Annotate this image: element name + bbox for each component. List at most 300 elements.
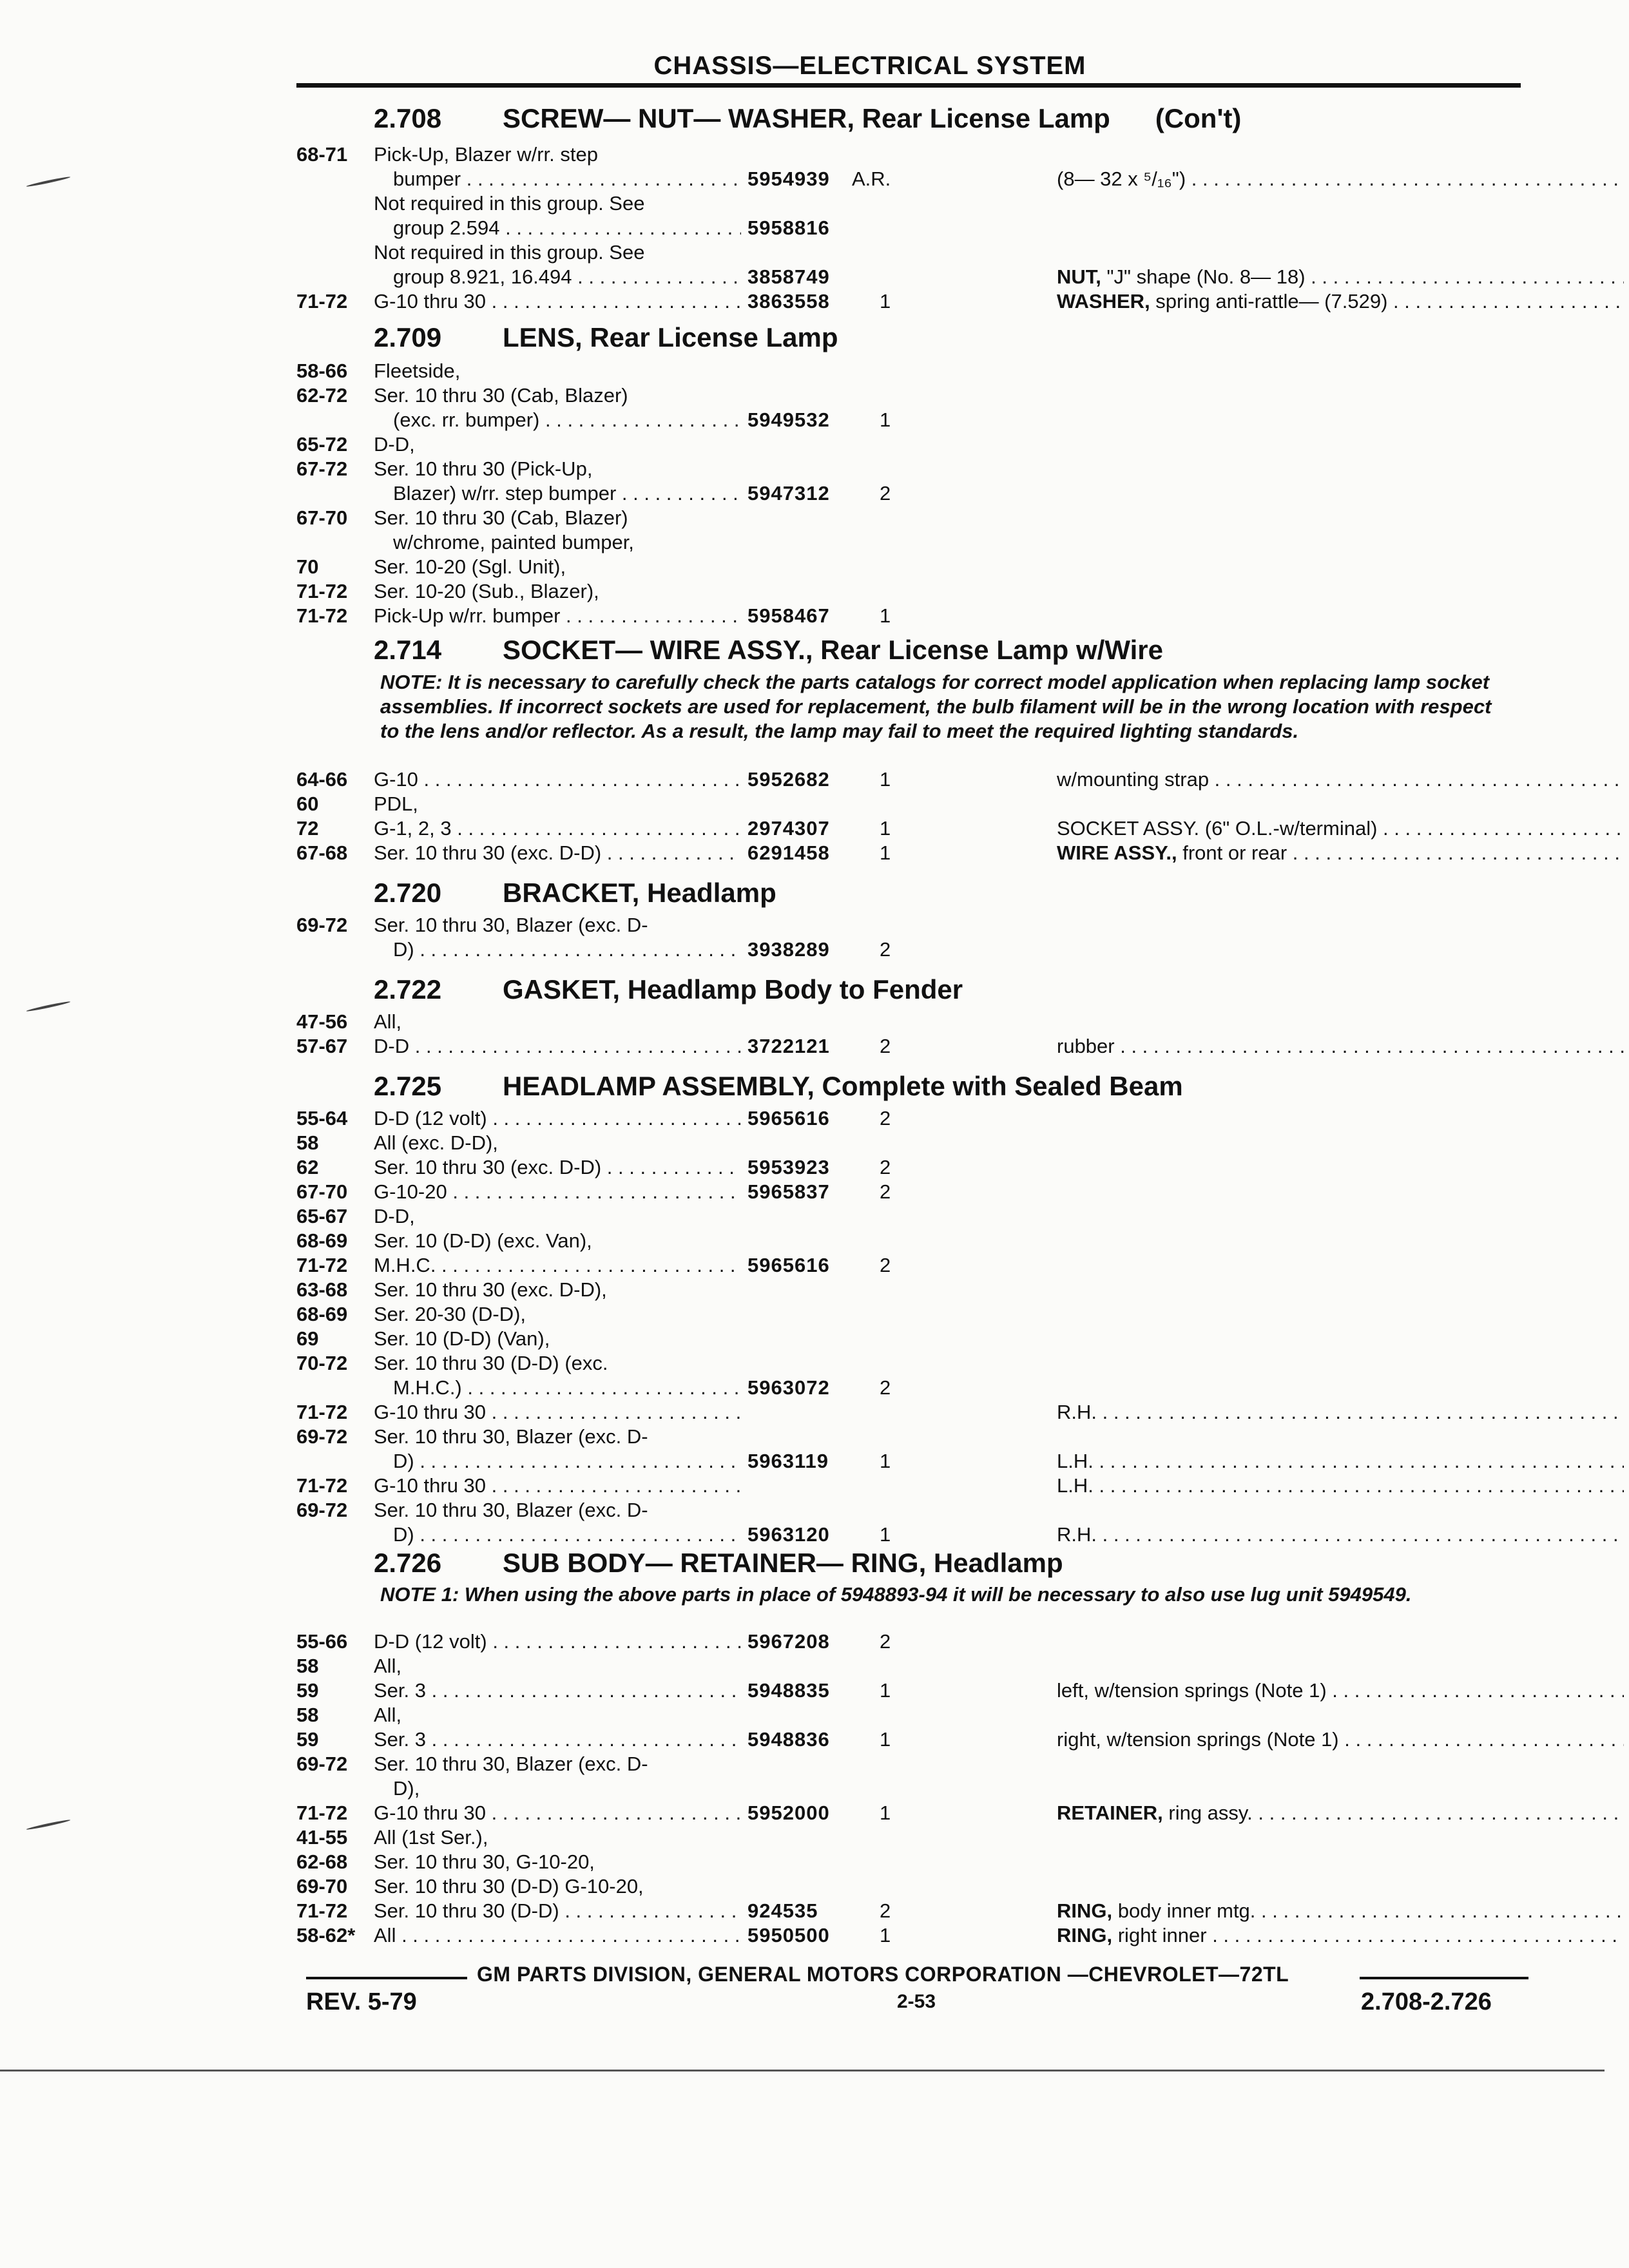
section-title: HEADLAMP ASSEMBLY, Complete with Sealed Beam [503,1071,1183,1101]
part-number: 5963120 [747,1523,830,1546]
footer-rule-right [1360,1977,1528,1979]
list-item [296,457,1629,482]
remark-text: spring anti-rattle— (7.529) [1150,290,1388,312]
part-number: 5958816 [747,216,830,239]
remark-text: front or rear [1177,841,1287,864]
quantity: 2 [880,1180,891,1203]
leader-mask [741,1753,1037,1777]
leader-mask [741,241,1037,265]
leader-mask [741,580,1037,604]
application-description: Ser. 10 thru 30, G-10-20, [374,1850,595,1873]
part-number: 5965616 [747,1254,830,1276]
list-item [296,1777,1629,1802]
punch-hole-mark [26,176,70,187]
application-description: Ser. 10 thru 30, Blazer (exc. D- [374,914,648,936]
application-description: Ser. 10 thru 30 (D-D) G-10-20, [374,1875,644,1898]
application-description: group 8.921, 16.494 . . . [393,265,1037,289]
list-item [296,1156,1629,1180]
section-title: SOCKET— WIRE ASSY., Rear License Lamp w/Wire [503,635,1163,665]
list-item [296,1679,1629,1704]
application-description: D), [393,1777,420,1800]
model-years: 59 [296,1679,319,1702]
model-years: 67-72 [296,457,348,480]
list-item [296,241,1629,265]
model-years: 69 [296,1327,319,1350]
application-description: D) . . . [393,1450,1037,1473]
leader-mask [741,1425,1037,1450]
application-description: All . . . [374,1924,1018,1947]
part-number: 3858749 [747,265,830,288]
section-heading-2709 [374,322,838,353]
section-number: 2.714 [374,635,442,665]
item-remarks [1057,265,1624,289]
list-item [296,1802,1629,1826]
item-remarks [1057,1523,1624,1546]
section-heading-2714 [374,635,1163,666]
quantity: 1 [880,1679,891,1702]
leader-mask [741,1655,1037,1679]
quantity: 1 [880,768,891,791]
list-item [296,482,1629,506]
section-number: 2.726 [374,1548,442,1578]
list-item [296,914,1629,938]
part-number: 5965616 [747,1107,830,1129]
leader-mask [741,531,1037,555]
part-number: 924535 [747,1899,818,1922]
model-years: 55-64 [296,1107,348,1129]
quantity: 1 [880,290,891,312]
list-item [296,168,1629,192]
revision-label: REV. 5-79 [306,1988,417,2015]
section-heading-2708 [374,103,1241,134]
application-description: Ser. 10 thru 30, Blazer (exc. D- [374,1499,648,1521]
quantity: 2 [880,1035,891,1057]
quantity: 2 [880,1376,891,1399]
list-item [296,1826,1629,1850]
leader-mask [741,1010,1037,1035]
leader-mask [741,1131,1037,1156]
remark-text: (8— 32 x ⁵/₁₆") [1057,168,1186,190]
list-item [296,938,1629,963]
remark-label: WASHER, [1057,290,1150,312]
section-heading-2726 [374,1548,1063,1579]
application-description: (exc. rr. bumper) . . . [393,408,1037,432]
leader-mask [741,360,1037,384]
remark-text: rubber [1057,1035,1115,1057]
application-description: All (exc. D-D), [374,1131,498,1154]
item-remarks [1057,1679,1624,1702]
application-description: Ser. 10-20 (Sub., Blazer), [374,580,599,602]
list-item [296,817,1629,841]
model-years: 60 [296,793,319,815]
section-heading-2725 [374,1071,1183,1102]
part-number: 5963072 [747,1376,830,1399]
application-description: G-1, 2, 3 . . . [374,817,1018,840]
list-item [296,1728,1629,1753]
item-remarks [1057,768,1624,791]
model-years: 68-69 [296,1303,348,1325]
list-item [296,143,1629,168]
list-item [296,1499,1629,1523]
model-years: 71-72 [296,1899,348,1922]
application-description: D-D (12 volt) . . . [374,1630,1018,1653]
list-item [296,1107,1629,1131]
part-number: 5954939 [747,168,830,190]
model-years: 71-72 [296,1254,348,1276]
leader-mask [741,1327,1037,1352]
section-range: 2.708-2.726 [1361,1988,1492,2015]
remark-label: WIRE ASSY., [1057,841,1177,864]
model-years: 59 [296,1728,319,1751]
leader-mask [741,1704,1037,1728]
section-title: SUB BODY— RETAINER— RING, Headlamp [503,1548,1063,1578]
application-description: Not required in this group. See [374,241,645,264]
item-remarks [1057,1474,1624,1497]
leader-mask [741,384,1037,408]
list-item [296,1352,1629,1376]
model-years: 62 [296,1156,319,1178]
item-remarks [1057,1401,1624,1424]
item-remarks [1057,1450,1624,1473]
list-item [296,1704,1629,1728]
list-item [296,1450,1629,1474]
application-description: G-10 thru 30 . . . [374,1401,1018,1424]
quantity: 1 [880,1523,891,1546]
list-item [296,216,1629,241]
application-description: Not required in this group. See [374,192,645,215]
item-remarks [1057,1802,1624,1825]
model-years: 57-67 [296,1035,348,1057]
list-item [296,290,1629,314]
punch-hole-mark [26,1819,70,1831]
part-number: 3863558 [747,290,830,312]
list-item [296,1205,1629,1229]
list-item [296,1875,1629,1899]
model-years: 62-68 [296,1850,348,1873]
footer-rule-left [306,1977,467,1979]
list-item [296,1474,1629,1499]
application-description: Blazer) w/rr. step bumper . . . [393,482,1037,505]
application-description: G-10 thru 30 . . . [374,1474,1018,1497]
remark-text: w/mounting strap [1057,768,1210,791]
list-item [296,265,1629,290]
application-description: Ser. 10 thru 30 (exc. D-D) . . . [374,1156,1018,1179]
model-years: 71-72 [296,580,348,602]
item-remarks [1057,1899,1624,1923]
list-item [296,1850,1629,1875]
quantity: 2 [880,482,891,505]
list-item [296,1899,1629,1924]
application-description: Ser. 20-30 (D-D), [374,1303,526,1325]
leader-mask [741,143,1037,168]
section-number: 2.722 [374,974,442,1004]
model-years: 67-70 [296,1180,348,1203]
model-years: 58 [296,1131,319,1154]
section-continued: (Con't) [1155,103,1242,133]
list-item [296,1630,1629,1655]
section-number: 2.725 [374,1071,442,1101]
part-number: 5965837 [747,1180,830,1203]
model-years: 71-72 [296,1802,348,1824]
model-years: 70 [296,555,319,578]
model-years: 55-66 [296,1630,348,1653]
footer-publisher: GM PARTS DIVISION, GENERAL MOTORS CORPORATION —CHEVROLET—72TL [477,1963,1289,1986]
leader-mask [741,506,1037,531]
list-item [296,433,1629,457]
application-description: Ser. 10-20 (Sgl. Unit), [374,555,566,578]
section-note-2714: NOTE: It is necessary to carefully check the parts catalogs for correct model application when replacing lamp socket assemblies. If incorrect sockets are used for replacement, the bulb filament will be in the wrong location with respect to the lens and/or reflector. As a result, the lamp may fail to meet the required lighting standards. [380,671,1492,742]
application-description: D-D . . . [374,1035,1018,1058]
section-number: 2.709 [374,322,442,352]
leader-mask [741,793,1037,817]
remark-text: right, w/tension springs (Note 1) [1057,1728,1339,1751]
remark-text: L.H. [1057,1450,1094,1472]
section-note-2726: NOTE 1: When using the above parts in place of 5948893-94 it will be necessary to also use lug unit 5949549. [380,1583,1412,1606]
application-description: Ser. 10 thru 30, Blazer (exc. D- [374,1753,648,1775]
list-item [296,555,1629,580]
application-description: Ser. 10 (D-D) (exc. Van), [374,1229,592,1252]
remark-text: R.H. [1057,1523,1097,1546]
punch-hole-mark [26,1001,70,1012]
model-years: 68-69 [296,1229,348,1252]
application-description: w/chrome, painted bumper, [393,531,634,553]
model-years: 58 [296,1704,319,1726]
section-heading-2722 [374,974,963,1005]
item-remarks [1057,817,1624,840]
remark-text: ring assy. [1162,1802,1253,1824]
application-description: Ser. 10 thru 30 (D-D) (exc. [374,1352,608,1374]
application-description: Ser. 10 thru 30 (D-D) . . . [374,1899,1018,1923]
model-years: 58-62* [296,1924,356,1946]
page-title: CHASSIS—ELECTRICAL SYSTEM [653,52,1086,80]
application-description: All, [374,1655,402,1677]
quantity: 1 [880,1450,891,1472]
leader-mask [741,914,1037,938]
part-number: 5953923 [747,1156,830,1178]
part-number: 5952000 [747,1802,830,1824]
model-years: 69-72 [296,1753,348,1775]
part-number: 3722121 [747,1035,830,1057]
list-item [296,793,1629,817]
item-remarks [1057,290,1624,313]
list-item [296,1131,1629,1156]
model-years: 65-72 [296,433,348,456]
model-years: 70-72 [296,1352,348,1374]
part-number: 5958467 [747,604,830,627]
item-remarks [1057,1924,1624,1947]
list-item [296,192,1629,216]
section-number: 2.708 [374,103,442,133]
quantity: 2 [880,1254,891,1276]
application-description: Ser. 3 . . . [374,1679,1018,1702]
quantity: A.R. [852,168,891,190]
list-item [296,1376,1629,1401]
remark-text: left, w/tension springs (Note 1) [1057,1679,1327,1702]
leader-mask [741,433,1037,457]
application-description: G-10 thru 30 . . . [374,290,1018,313]
list-item [296,1753,1629,1777]
quantity: 1 [880,817,891,840]
application-description: Ser. 10 (D-D) (Van), [374,1327,550,1350]
list-item [296,604,1629,629]
remark-label: RETAINER, [1057,1802,1163,1824]
application-description: Pick-Up w/rr. bumper . . . [374,604,1018,628]
model-years: 58 [296,1655,319,1677]
list-item [296,1254,1629,1278]
quantity: 2 [880,1630,891,1653]
list-item [296,1303,1629,1327]
list-item [296,1655,1629,1679]
remark-text: L.H. [1057,1474,1094,1497]
model-years: 47-56 [296,1010,348,1033]
quantity: 2 [880,938,891,961]
part-number: 3938289 [747,938,830,961]
model-years: 65-67 [296,1205,348,1227]
quantity: 2 [880,1899,891,1922]
list-item [296,768,1629,793]
model-years: 41-55 [296,1826,348,1849]
leader-mask [741,192,1037,216]
part-number: 5950500 [747,1924,830,1946]
remark-label: NUT, [1057,265,1101,288]
leader-mask [741,1875,1037,1899]
application-description: Ser. 3 . . . [374,1728,1018,1751]
model-years: 71-72 [296,1401,348,1423]
leader-mask [741,1278,1037,1303]
part-number: 5952682 [747,768,830,791]
application-description: All, [374,1704,402,1726]
remark-label: RING, [1057,1924,1113,1946]
model-years: 64-66 [296,768,348,791]
application-description: Ser. 10 thru 30 (Cab, Blazer) [374,506,628,529]
quantity: 1 [880,1728,891,1751]
leader-mask [741,1229,1037,1254]
section-title: SCREW— NUT— WASHER, Rear License Lamp [503,103,1110,133]
part-number: 5947312 [747,482,830,505]
item-remarks [1057,841,1624,865]
leader-mask [741,1205,1037,1229]
remark-text: R.H. [1057,1401,1097,1423]
quantity: 1 [880,1802,891,1824]
leader-mask [741,1499,1037,1523]
model-years: 72 [296,817,319,840]
item-remarks [1057,1728,1624,1751]
application-description: bumper . . . [393,168,1037,191]
leader-mask [741,555,1037,580]
application-description: All, [374,1010,402,1033]
quantity: 1 [880,604,891,627]
application-description: Ser. 10 thru 30, Blazer (exc. D- [374,1425,648,1448]
quantity: 1 [880,841,891,864]
list-item [296,1229,1629,1254]
page-header [296,52,1521,88]
leader-mask [741,1850,1037,1875]
application-description: Pick-Up, Blazer w/rr. step [374,143,598,166]
section-heading-2720 [374,878,776,908]
model-years: 67-70 [296,506,348,529]
quantity: 1 [880,408,891,431]
page-number: 2-53 [897,1991,936,2012]
part-number: 6291458 [747,841,830,864]
application-description: group 2.594 . . . [393,216,1037,240]
leader-mask [741,1826,1037,1850]
part-number: 2974307 [747,817,830,840]
list-item [296,580,1629,604]
application-description: D-D (12 volt) . . . [374,1107,1018,1130]
application-description: M.H.C.) . . . [393,1376,1037,1399]
model-years: 71-72 [296,1474,348,1497]
section-title: BRACKET, Headlamp [503,878,776,908]
application-description: Ser. 10 thru 30 (exc. D-D) . . . [374,841,1018,865]
remark-label: RING, [1057,1899,1113,1922]
leader-mask [741,1474,1037,1499]
model-years: 69-70 [296,1875,348,1898]
list-item [296,1327,1629,1352]
model-years: 63-68 [296,1278,348,1301]
list-item [296,1924,1629,1948]
model-years: 62-72 [296,384,348,407]
model-years: 69-72 [296,1425,348,1448]
part-number: 5948836 [747,1728,830,1751]
part-number: 5963119 [747,1450,829,1472]
leader-mask [741,1401,1037,1425]
list-item [296,1425,1629,1450]
quantity: 2 [880,1156,891,1178]
item-remarks [1057,168,1624,191]
part-number: 5949532 [747,408,830,431]
application-description: Ser. 10 thru 30 (exc. D-D), [374,1278,607,1301]
remark-text: right inner [1112,1924,1207,1946]
list-item [296,1035,1629,1059]
application-description: D) . . . [393,938,1037,961]
list-item [296,531,1629,555]
remark-text: "J" shape (No. 8— 18) [1101,265,1306,288]
application-description: D-D, [374,1205,415,1227]
application-description: D) . . . [393,1523,1037,1546]
list-item [296,506,1629,531]
list-item [296,841,1629,866]
part-number: 5967208 [747,1630,830,1653]
quantity: 2 [880,1107,891,1129]
quantity: 1 [880,1924,891,1946]
model-years: 71-72 [296,604,348,627]
model-years: 68-71 [296,143,348,166]
application-description: G-10 thru 30 . . . [374,1802,1018,1825]
application-description: M.H.C. . . . [374,1254,1018,1277]
list-item [296,1401,1629,1425]
part-number: 5948835 [747,1679,830,1702]
remark-text: SOCKET ASSY. (6" O.L.-w/terminal) [1057,817,1378,840]
list-item [296,1278,1629,1303]
list-item [296,408,1629,433]
model-years: 69-72 [296,914,348,936]
application-description: Fleetside, [374,360,461,382]
model-years: 71-72 [296,290,348,312]
model-years: 69-72 [296,1499,348,1521]
model-years: 58-66 [296,360,348,382]
application-description: PDL, [374,793,418,815]
application-description: G-10 . . . [374,768,1018,791]
leader-mask [741,1352,1037,1376]
application-description: Ser. 10 thru 30 (Pick-Up, [374,457,593,480]
list-item [296,1523,1629,1548]
item-remarks [1057,1035,1624,1058]
application-description: All (1st Ser.), [374,1826,488,1849]
section-title: GASKET, Headlamp Body to Fender [503,974,963,1004]
list-item [296,360,1629,384]
application-description: G-10-20 . . . [374,1180,1018,1204]
section-number: 2.720 [374,878,442,908]
